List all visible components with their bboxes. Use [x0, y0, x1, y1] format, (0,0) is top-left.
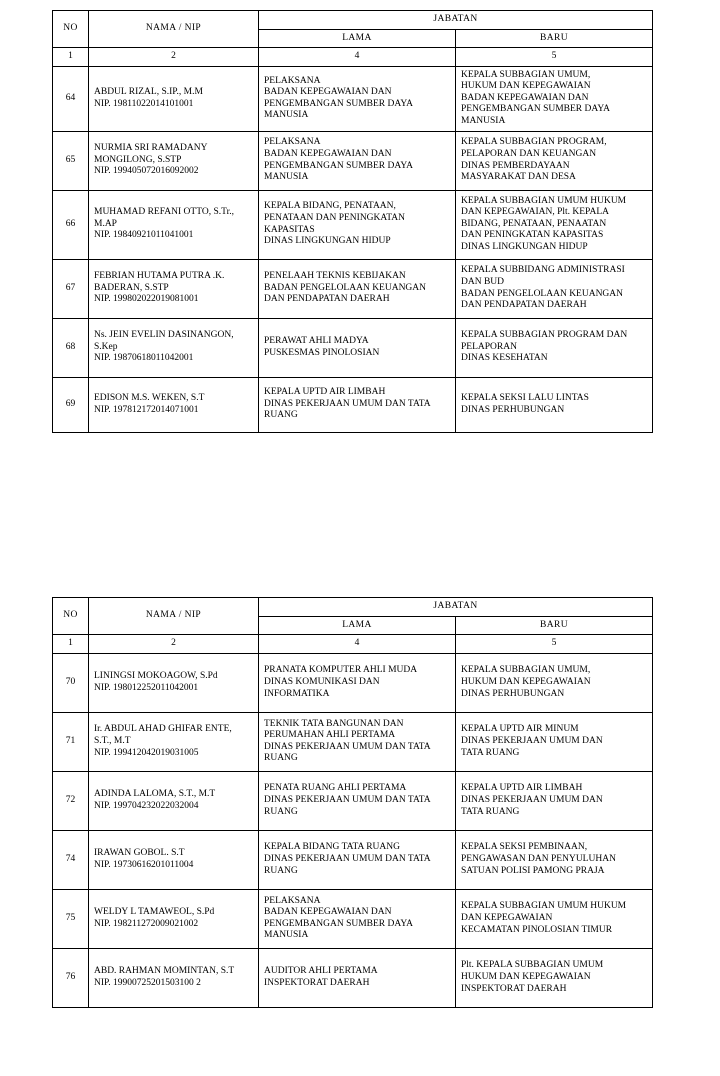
baru-line: KECAMATAN PINOLOSIAN TIMUR — [461, 924, 613, 935]
lama-line: RUANG — [264, 753, 298, 764]
baru-line: DINAS PEKERJAAN UMUM DAN — [461, 735, 603, 746]
baru-line: INSPEKTORAT DAERAH — [461, 983, 567, 994]
nama-line: WELDY L TAMAWEOL, S.Pd — [94, 907, 215, 918]
lama-line: BADAN KEPEGAWAIAN DAN — [264, 149, 392, 160]
row-no: 70 — [53, 653, 89, 712]
row-nama-nip — [89, 712, 259, 771]
row-jabatan-baru — [456, 653, 653, 712]
colnum-1: 1 — [53, 48, 89, 67]
row-jabatan-lama — [259, 190, 456, 259]
header-lama: LAMA — [259, 29, 456, 48]
row-no: 75 — [53, 889, 89, 948]
baru-line: KEPALA SEKSI PEMBINAAN, — [461, 842, 588, 853]
header-no: NO — [53, 598, 89, 635]
nama-line: S.T., M.T — [94, 735, 131, 746]
nama-line: LININGSI MOKOAGOW, S.Pd — [94, 671, 218, 682]
nip-line: NIP. 199704232022032004 — [94, 800, 199, 811]
table-row — [53, 259, 653, 318]
lama-line: MANUSIA — [264, 930, 309, 941]
baru-line: MANUSIA — [461, 116, 506, 127]
lama-line: PELAKSANA — [264, 75, 321, 86]
table-header-row — [53, 11, 653, 30]
baru-line: MASYARAKAT DAN DESA — [461, 172, 576, 183]
table-column-number-row — [53, 635, 653, 654]
row-jabatan-lama — [259, 66, 456, 131]
baru-line: PELAPORAN DAN KEUANGAN — [461, 149, 597, 160]
row-jabatan-lama — [259, 318, 456, 377]
nama-line: S.Kep — [94, 341, 118, 352]
lama-line: AUDITOR AHLI PERTAMA — [264, 966, 378, 977]
lama-line: PELAKSANA — [264, 895, 321, 906]
header-nama-nip: NAMA / NIP — [89, 11, 259, 48]
row-jabatan-baru — [456, 190, 653, 259]
row-no: 74 — [53, 830, 89, 889]
colnum-1: 1 — [53, 635, 89, 654]
colnum-4: 4 — [259, 635, 456, 654]
baru-line: Plt. KEPALA SUBBAGIAN UMUM — [461, 960, 604, 971]
nip-line: NIP. 198211272009021002 — [94, 918, 199, 929]
mutation-table-1 — [52, 10, 653, 433]
lama-line: MANUSIA — [264, 110, 309, 121]
row-jabatan-lama — [259, 131, 456, 190]
lama-line: PENATA RUANG AHLI PERTAMA — [264, 783, 407, 794]
row-nama-nip — [89, 948, 259, 1007]
nama-line: FEBRIAN HUTAMA PUTRA .K. — [94, 271, 225, 282]
mutation-table-2 — [52, 597, 653, 1008]
lama-line: PRANATA KOMPUTER AHLI MUDA — [264, 665, 418, 676]
lama-line: DINAS PEKERJAAN UMUM DAN TATA — [264, 853, 431, 864]
header-no: NO — [53, 11, 89, 48]
baru-line: KEPALA SUBBAGIAN PROGRAM DAN — [461, 330, 628, 341]
table-row — [53, 653, 653, 712]
row-jabatan-lama — [259, 712, 456, 771]
lama-line: PENATAAN DAN PENINGKATAN — [264, 213, 405, 224]
nip-line: NIP. 19730616201011004 — [94, 859, 194, 870]
nama-line: IRAWAN GOBOL. S.T — [94, 848, 185, 859]
row-no: 68 — [53, 318, 89, 377]
nip-line: NIP. 19840921011041001 — [94, 230, 194, 241]
lama-line: DINAS PEKERJAAN UMUM DAN TATA — [264, 398, 431, 409]
lama-line: KEPALA BIDANG, PENATAAN, — [264, 201, 396, 212]
lama-line: DINAS LINGKUNGAN HIDUP — [264, 236, 391, 247]
nama-line: ADINDA LALOMA, S.T., M.T — [94, 789, 216, 800]
lama-line: PELAKSANA — [264, 137, 321, 148]
header-baru: BARU — [456, 616, 653, 635]
row-nama-nip — [89, 259, 259, 318]
baru-line: DINAS PEKERJAAN UMUM DAN — [461, 794, 603, 805]
lama-line: PERUMAHAN AHLI PERTAMA — [264, 730, 396, 741]
row-no: 66 — [53, 190, 89, 259]
row-jabatan-baru — [456, 318, 653, 377]
lama-line: DAN PENDAPATAN DAERAH — [264, 294, 390, 305]
baru-line: PENGAWASAN DAN PENYULUHAN — [461, 853, 616, 864]
colnum-5: 5 — [456, 635, 653, 654]
table-row — [53, 830, 653, 889]
row-jabatan-baru — [456, 66, 653, 131]
table-column-number-row — [53, 48, 653, 67]
table-row — [53, 889, 653, 948]
lama-line: KEPALA UPTD AIR LIMBAH — [264, 387, 386, 398]
colnum-2: 2 — [89, 48, 259, 67]
row-jabatan-lama — [259, 948, 456, 1007]
row-jabatan-baru — [456, 377, 653, 432]
baru-line: BIDANG, PENATAAN, PENAATAN — [461, 218, 607, 229]
colnum-2: 2 — [89, 635, 259, 654]
nama-line: MONGILONG, S.STP — [94, 154, 182, 165]
table-header-row — [53, 598, 653, 617]
row-jabatan-lama — [259, 653, 456, 712]
row-jabatan-baru — [456, 771, 653, 830]
nip-line: NIP. 19870618011042001 — [94, 353, 194, 364]
baru-line: HUKUM DAN KEPEGAWAIAN — [461, 971, 591, 982]
header-jabatan: JABATAN — [259, 598, 653, 617]
lama-line: DINAS PEKERJAAN UMUM DAN TATA — [264, 741, 431, 752]
baru-line: DINAS PERHUBUNGAN — [461, 688, 565, 699]
row-nama-nip — [89, 377, 259, 432]
row-nama-nip — [89, 830, 259, 889]
nama-line: ABD. RAHMAN MOMINTAN, S.T — [94, 966, 235, 977]
lama-line: RUANG — [264, 865, 298, 876]
lama-line: INFORMATIKA — [264, 688, 330, 699]
baru-line: HUKUM DAN KEPEGAWAIAN — [461, 81, 591, 92]
baru-line: TATA RUANG — [461, 806, 520, 817]
row-jabatan-baru — [456, 131, 653, 190]
row-jabatan-baru — [456, 830, 653, 889]
baru-line: BADAN PENGELOLAAN KEUANGAN — [461, 288, 624, 299]
row-jabatan-lama — [259, 259, 456, 318]
lama-line: KAPASITAS — [264, 224, 315, 235]
table-row — [53, 948, 653, 1007]
lama-line: PUSKESMAS PINOLOSIAN — [264, 347, 380, 358]
row-jabatan-lama — [259, 771, 456, 830]
baru-line: DAN KEPEGAWAIAN, Plt. KEPALA — [461, 207, 609, 218]
header-lama: LAMA — [259, 616, 456, 635]
row-no: 71 — [53, 712, 89, 771]
baru-line: PENGEMBANGAN SUMBER DAYA — [461, 104, 611, 115]
row-nama-nip — [89, 653, 259, 712]
row-jabatan-baru — [456, 259, 653, 318]
row-no: 76 — [53, 948, 89, 1007]
lama-line: BADAN KEPEGAWAIAN DAN — [264, 907, 392, 918]
row-jabatan-baru — [456, 889, 653, 948]
header-nama-nip: NAMA / NIP — [89, 598, 259, 635]
lama-line: PENGEMBANGAN SUMBER DAYA — [264, 98, 414, 109]
lama-line: MANUSIA — [264, 172, 309, 183]
header-jabatan: JABATAN — [259, 11, 653, 30]
baru-line: KEPALA SUBBAGIAN UMUM HUKUM — [461, 901, 627, 912]
lama-line: INSPEKTORAT DAERAH — [264, 977, 370, 988]
nip-line: NIP. 197812172014071001 — [94, 404, 199, 415]
baru-line: DINAS LINGKUNGAN HIDUP — [461, 241, 588, 252]
nip-line: NIP. 199802022019081001 — [94, 294, 199, 305]
baru-line: KEPALA SUBBAGIAN UMUM, — [461, 69, 591, 80]
lama-line: RUANG — [264, 806, 298, 817]
nama-line: NURMIA SRI RAMADANY — [94, 143, 208, 154]
baru-line: DAN PENINGKATAN KAPASITAS — [461, 230, 604, 241]
baru-line: SATUAN POLISI PAMONG PRAJA — [461, 865, 605, 876]
baru-line: PELAPORAN — [461, 341, 517, 352]
row-nama-nip — [89, 889, 259, 948]
row-jabatan-lama — [259, 889, 456, 948]
lama-line: PERAWAT AHLI MADYA — [264, 336, 369, 347]
baru-line: DINAS KESEHATAN — [461, 353, 548, 364]
nama-line: M.AP — [94, 218, 117, 229]
baru-line: DAN BUD — [461, 277, 505, 288]
row-jabatan-baru — [456, 712, 653, 771]
table-row — [53, 712, 653, 771]
nip-line: NIP. 19900725201503100 2 — [94, 977, 201, 988]
table-row — [53, 318, 653, 377]
colnum-5: 5 — [456, 48, 653, 67]
header-baru: BARU — [456, 29, 653, 48]
row-nama-nip — [89, 66, 259, 131]
nip-line: NIP. 19811022014101001 — [94, 98, 194, 109]
row-nama-nip — [89, 131, 259, 190]
nip-line: NIP. 198012252011042001 — [94, 682, 199, 693]
nama-line: EDISON M.S. WEKEN, S.T — [94, 393, 205, 404]
row-jabatan-lama — [259, 377, 456, 432]
table-row — [53, 771, 653, 830]
baru-line: DAN KEPEGAWAIAN — [461, 912, 553, 923]
table-row — [53, 131, 653, 190]
lama-line: PENGEMBANGAN SUMBER DAYA — [264, 160, 414, 171]
table-row — [53, 66, 653, 131]
lama-line: TEKNIK TATA BANGUNAN DAN — [264, 718, 404, 729]
lama-line: PENELAAH TEKNIS KEBIJAKAN — [264, 271, 406, 282]
baru-line: KEPALA SEKSI LALU LINTAS — [461, 393, 589, 404]
lama-line: KEPALA BIDANG TATA RUANG — [264, 842, 400, 853]
row-no: 69 — [53, 377, 89, 432]
baru-line: KEPALA SUBBIDANG ADMINISTRASI — [461, 265, 625, 276]
nama-line: BADERAN, S.STP — [94, 282, 169, 293]
row-nama-nip — [89, 771, 259, 830]
colnum-4: 4 — [259, 48, 456, 67]
baru-line: BADAN KEPEGAWAIAN DAN — [461, 92, 589, 103]
row-jabatan-baru — [456, 948, 653, 1007]
lama-line: DINAS KOMUNIKASI DAN — [264, 676, 380, 687]
row-no: 67 — [53, 259, 89, 318]
baru-line: TATA RUANG — [461, 747, 520, 758]
lama-line: RUANG — [264, 410, 298, 421]
lama-line: BADAN KEPEGAWAIAN DAN — [264, 87, 392, 98]
lama-line: BADAN PENGELOLAAN KEUANGAN — [264, 282, 427, 293]
table-block-2 — [52, 597, 652, 1008]
nama-line: ABDUL RIZAL, S.IP., M.M — [94, 87, 203, 98]
nama-line: MUHAMAD REFANI OTTO, S.Tr., — [94, 207, 234, 218]
row-nama-nip — [89, 318, 259, 377]
row-jabatan-lama — [259, 830, 456, 889]
nip-line: NIP. 199412042019031005 — [94, 747, 199, 758]
lama-line: DINAS PEKERJAAN UMUM DAN TATA — [264, 794, 431, 805]
table-row — [53, 377, 653, 432]
row-no: 65 — [53, 131, 89, 190]
lama-line: PENGEMBANGAN SUMBER DAYA — [264, 918, 414, 929]
baru-line: HUKUM DAN KEPEGAWAIAN — [461, 676, 591, 687]
row-no: 72 — [53, 771, 89, 830]
baru-line: KEPALA SUBBAGIAN PROGRAM, — [461, 137, 607, 148]
baru-line: DINAS PEMBERDAYAAN — [461, 160, 570, 171]
row-no: 64 — [53, 66, 89, 131]
nip-line: NIP. 199405072016092002 — [94, 166, 199, 177]
baru-line: KEPALA UPTD AIR LIMBAH — [461, 783, 583, 794]
baru-line: DAN PENDAPATAN DAERAH — [461, 300, 587, 311]
baru-line: KEPALA SUBBAGIAN UMUM, — [461, 665, 591, 676]
baru-line: KEPALA SUBBAGIAN UMUM HUKUM — [461, 195, 627, 206]
table-row — [53, 190, 653, 259]
table-block-1 — [52, 10, 652, 433]
row-nama-nip — [89, 190, 259, 259]
nama-line: Ns. JEIN EVELIN DASINANGON, — [94, 330, 234, 341]
baru-line: KEPALA UPTD AIR MINUM — [461, 724, 579, 735]
nama-line: Ir. ABDUL AHAD GHIFAR ENTE, — [94, 724, 232, 735]
baru-line: DINAS PERHUBUNGAN — [461, 404, 565, 415]
